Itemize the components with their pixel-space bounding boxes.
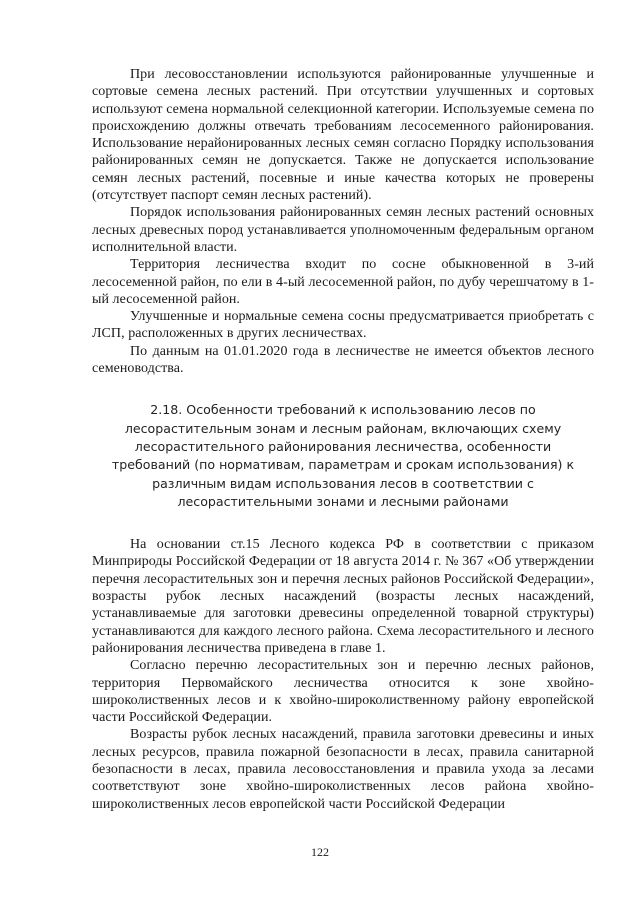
paragraph-zone-membership: Согласно перечню лесорастительных зон и перечню лесных районов, территория Первомайского лесничества относится к зоне хвойно-широколиственных лесов и к хвойно-широколиственному району европейской части Российской Федерации. — [92, 658, 594, 726]
paragraph-improved-seeds: Улучшенные и нормальные семена сосны предусматривается приобретать с ЛСП, расположенных в других лесничествах. — [92, 309, 594, 342]
document-page — [92, 66, 594, 813]
paragraph-seed-districts: Территория лесничества входит по сосне обыкновенной в 3-ий лесосеменной район, по ели в 4-ый лесосеменной район, по дубу черешчатому в 1-ый лесосеменной район. — [92, 257, 594, 307]
spacer — [92, 511, 594, 536]
paragraph-seed-order: Порядок использования районированных семян лесных растений основных лесных древесных пород устанавливается уполномоченным федеральным органом исполнительной власти. — [92, 205, 594, 255]
paragraph-legal-basis: На основании ст.15 Лесного кодекса РФ в соответствии с приказом Минприроды Российской Федерации от 18 августа 2014 г. № 367 «Об утверждении перечня лесорастительных зон и перечня лесных районов Российской Федерации», возрасты рубок лесных насаждений (возрасты лесных насаждений, устанавливаемые для заготовки древесины определенной товарной структуры) устанавливаются для каждого лесного района. Схема лесорастительного и лесного районирования лесничества приведена в главе 1. — [92, 537, 594, 656]
paragraph-cutting-ages: Возрасты рубок лесных насаждений, правила заготовки древесины и иных лесных ресурсов, правила пожарной безопасности в лесах, правила санитарной безопасности в лесах, правила лесовосстановления и правила ухода за лесами соответствуют зоне хвойно-широколиственных лесов района хвойно-широколиственных лесов европейской части Российской Федерации — [92, 727, 594, 812]
section-heading: 2.18. Особенности требований к использованию лесов по лесорастительным зонам и лесным районам, включающих схему лесорастительного районирования лесничества, особенности требований (по нормативам, параметрам и срокам использования) к различным видам использования лесов в соответствии с лесорастительными зонами и лесными районами — [111, 402, 575, 509]
paragraph-seed-usage: При лесовосстановлении используются районированные улучшенные и сортовые семена лесных растений. При отсутствии улучшенных и сортовых используют семена нормальной селекционной категории. Используемые семена по происхождению должны отвечать требованиям лесосеменного районирования. Использование нерайонированных лесных семян согласно Порядку использования районированных семян не допускается. Также не допускается использование семян лесных растений, посевные и иные качества которых не проверены (отсутствует паспорт семян лесных растений). — [92, 67, 594, 204]
page-number: 122 — [311, 845, 329, 859]
paragraph-seed-objects: По данным на 01.01.2020 года в лесничестве не имеется объектов лесного семеноводства. — [92, 343, 594, 377]
